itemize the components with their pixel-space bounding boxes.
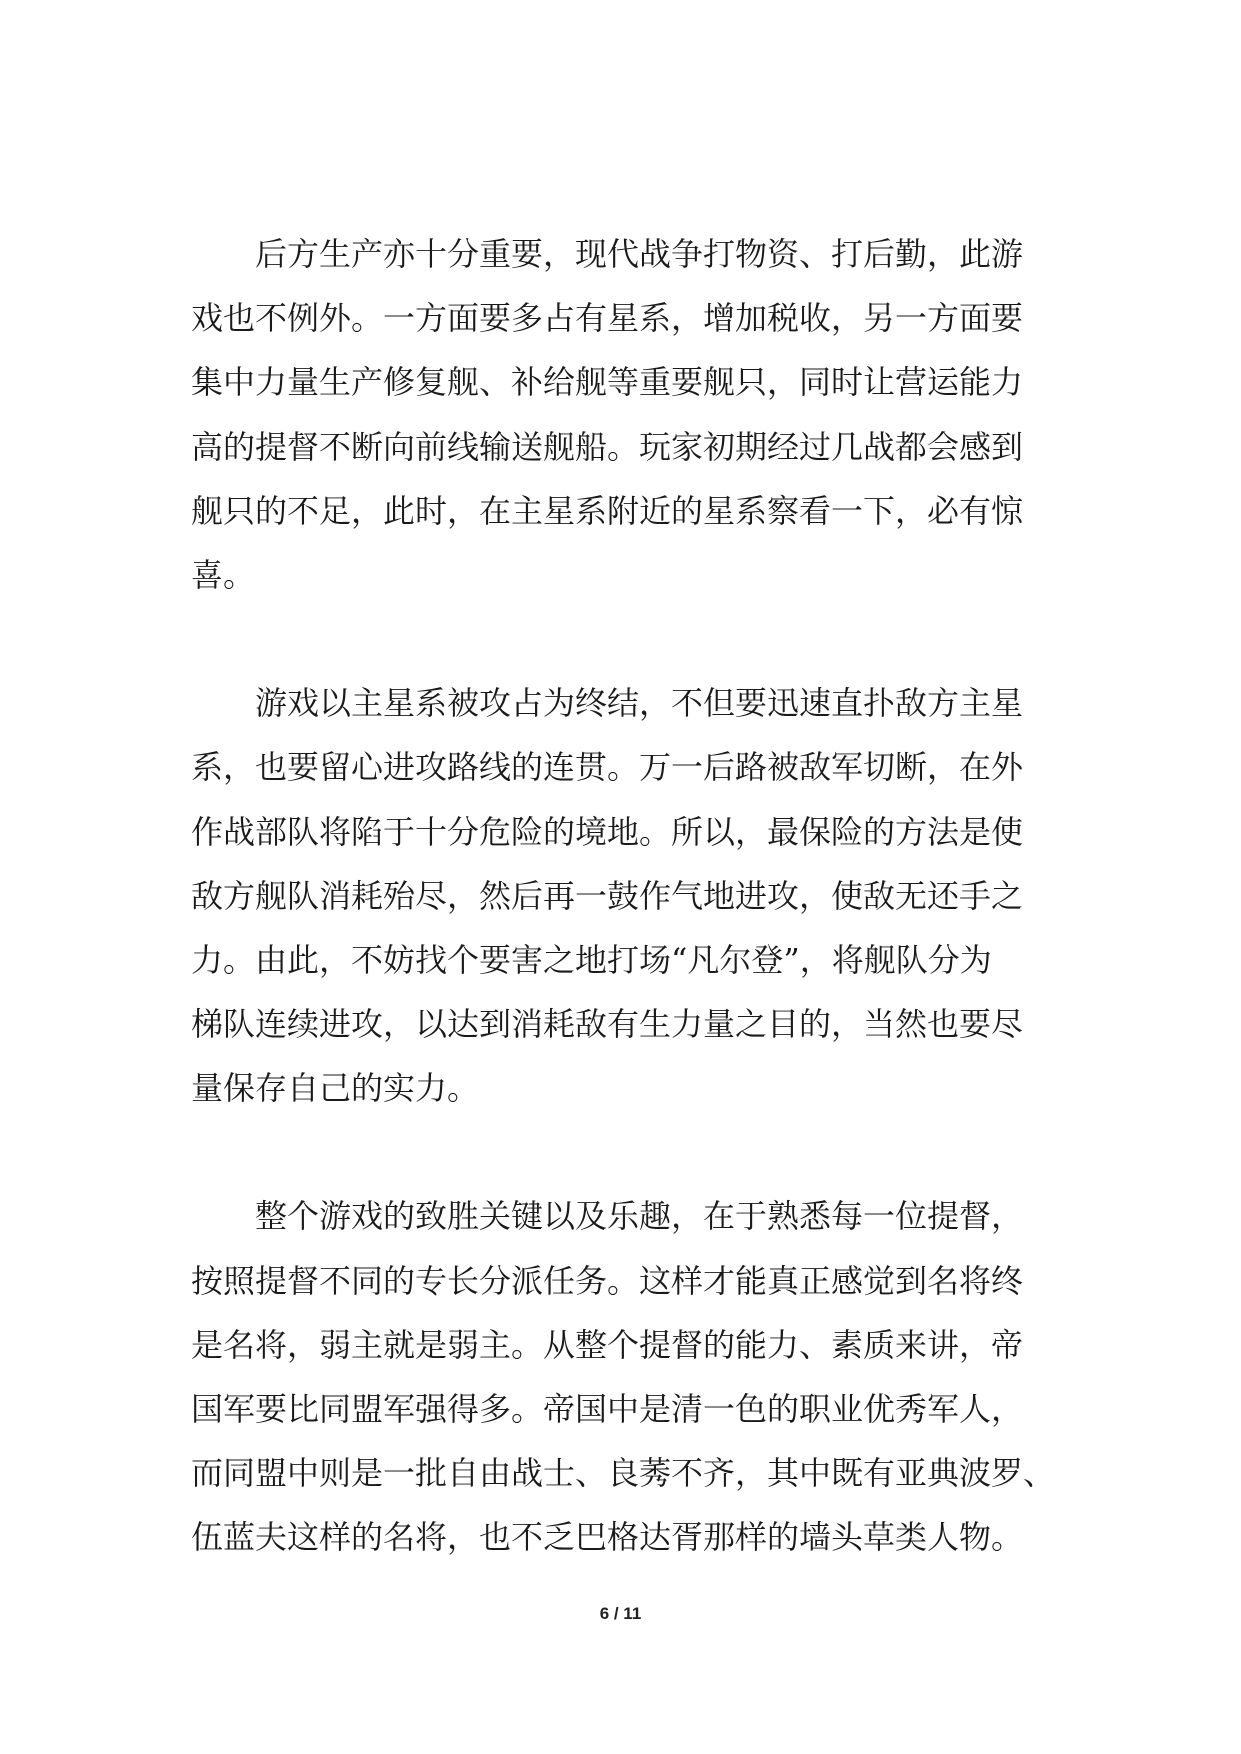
text-line: 作战部队将陷于十分危险的境地。所以，最保险的方法是使 [191,812,1024,851]
text-line: 后方生产亦十分重要，现代战争打物资、打后勤，此游 [191,235,1024,273]
text-line: 舰只的不足，此时，在主星系附近的星系察看一下，必有惊 [191,491,1024,530]
text-line: 集中力量生产修复舰、补给舰等重要舰只，同时让营运能力 [191,363,1024,402]
text-line: 伍蓝夫这样的名将，也不乏巴格达胥那样的墙头草类人物。 [191,1518,1024,1557]
page-number: 6 / 11 [599,1604,642,1623]
text-line: 梯队连续进攻，以达到消耗敌有生力量之目的，当然也要尽 [191,1005,1024,1044]
text-line: 量保存自己的实力。 [191,1069,480,1108]
text-line: 敌方舰队消耗殆尽，然后再一鼓作气地进攻，使敌无还手之 [191,876,1024,915]
text-line: 力。由此，不妨找个要害之地打场“凡尔登”，将舰队分为 [191,940,992,979]
body-text [191,222,1056,1634]
text-line: 整个游戏的致胜关键以及乐趣，在于熟悉每一位提督， [191,1197,1024,1236]
paragraph-3 [191,1184,1056,1569]
text-line: 按照提督不同的专长分派任务。这样才能真正感觉到名将终 [191,1261,1024,1300]
text-line: 高的提督不断向前线输送舰船。玩家初期经过几战都会感到 [191,427,1024,466]
paragraph-2 [191,671,1053,1120]
text-line: 系，也要留心进攻路线的连贯。万一后路被敌军切断，在外 [191,748,1024,787]
text-line: 游戏以主星系被攻占为终结，不但要迅速直扑敌方主星 [191,684,1024,723]
text-line: 喜。 [191,555,256,594]
text-line: 是名将，弱主就是弱主。从整个提督的能力、素质来讲，帝 [191,1325,1024,1364]
text-line: 而同盟中则是一批自由战士、良莠不齐，其中既有亚典波罗、 [191,1454,1056,1493]
paragraph-1 [191,222,1053,607]
text-line: 国军要比同盟军强得多。帝国中是清一色的职业优秀军人， [191,1390,1024,1428]
text-line: 戏也不例外。一方面要多占有星系，增加税收，另一方面要 [191,299,1024,338]
